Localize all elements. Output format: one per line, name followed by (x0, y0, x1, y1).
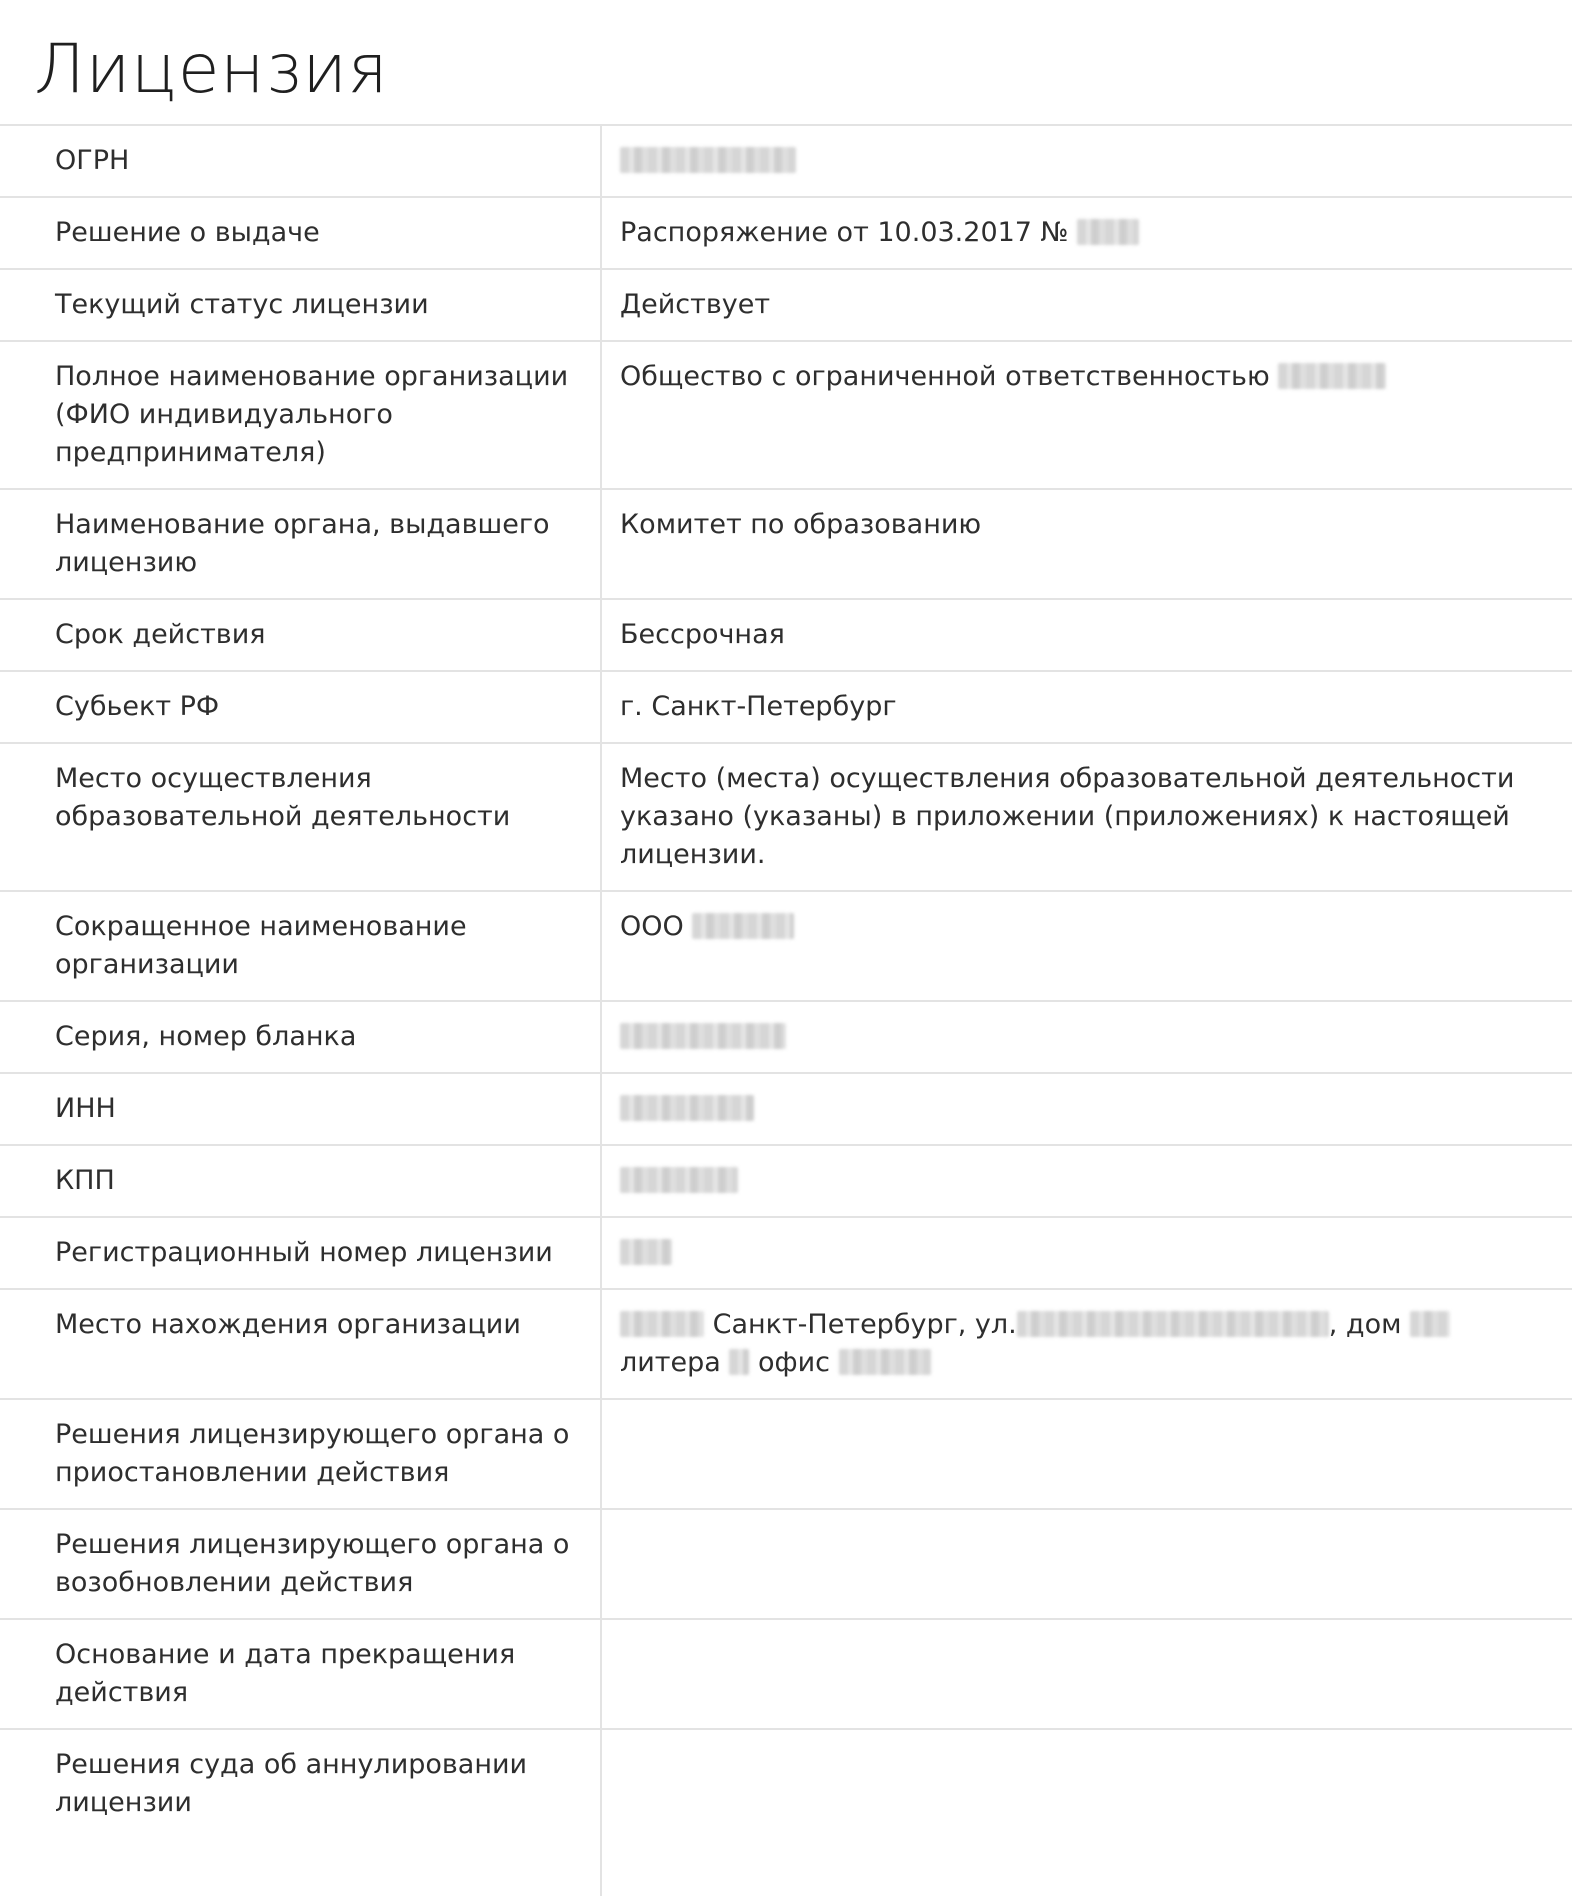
redacted-street (1017, 1311, 1329, 1337)
row-value-issue-decision (601, 197, 1572, 269)
redacted-kpp (620, 1167, 738, 1193)
table-row-ogrn (0, 125, 1572, 197)
table-row-activity-place (0, 743, 1572, 891)
table-row-validity (0, 599, 1572, 671)
row-label-termination: Основание и дата прекращения действия (0, 1619, 601, 1729)
row-value-ogrn (601, 125, 1572, 197)
table-row-termination (0, 1619, 1572, 1729)
row-value-status: Действует (620, 289, 771, 320)
row-value-activity-place: Место (места) осуществления образовательной деятельности указано (указаны) в приложении (приложениях) к настоящей лицензии. (620, 763, 1515, 870)
license-details-table (0, 124, 1572, 1896)
row-label-inn: ИНН (0, 1073, 601, 1145)
address-house-text: , дом (1328, 1309, 1402, 1340)
row-value-annulment (601, 1729, 1572, 1896)
row-label-issuing-authority: Наименование органа, выдавшего лицензию (0, 489, 601, 599)
redacted-blank-number (620, 1023, 786, 1049)
redacted-litera (729, 1349, 749, 1375)
row-value-reg-number (601, 1217, 1572, 1289)
row-value-blank-number (601, 1001, 1572, 1073)
address-litera-text: литера (620, 1347, 721, 1378)
table-row-short-name (0, 891, 1572, 1001)
address-city-text: Санкт-Петербург, ул. (712, 1309, 1017, 1340)
row-value-validity: Бессрочная (620, 619, 785, 650)
full-name-text: Общество с ограниченной ответственностью (620, 361, 1270, 392)
table-row-reg-number (0, 1217, 1572, 1289)
row-label-status: Текущий статус лицензии (0, 269, 601, 341)
row-label-renewal: Решения лицензирующего органа о возобновлении действия (0, 1509, 601, 1619)
table-row-renewal (0, 1509, 1572, 1619)
row-value-address (601, 1289, 1572, 1399)
table-row-full-name (0, 341, 1572, 489)
table-row-kpp (0, 1145, 1572, 1217)
table-row-address (0, 1289, 1572, 1399)
row-value-inn (601, 1073, 1572, 1145)
row-label-annulment: Решения суда об аннулировании лицензии (0, 1729, 601, 1896)
row-label-suspension: Решения лицензирующего органа о приостановлении действия (0, 1399, 601, 1509)
row-label-short-name: Сокращенное наименование организации (0, 891, 601, 1001)
row-label-activity-place: Место осуществления образовательной деятельности (0, 743, 601, 891)
redacted-org-name (1278, 363, 1386, 389)
redacted-inn (620, 1095, 754, 1121)
redacted-reg-number (620, 1239, 672, 1265)
row-label-ogrn: ОГРН (0, 125, 601, 197)
table-row-status (0, 269, 1572, 341)
redacted-postal-code (620, 1311, 704, 1337)
table-row-region (0, 671, 1572, 743)
row-value-region: г. Санкт-Петербург (620, 691, 897, 722)
issue-decision-text: Распоряжение от 10.03.2017 № (620, 217, 1069, 248)
page-title: Лицензия (34, 30, 389, 109)
row-value-full-name (601, 341, 1572, 489)
row-value-suspension (601, 1399, 1572, 1509)
redacted-decision-number (1077, 219, 1139, 245)
row-label-issue-decision: Решение о выдаче (0, 197, 601, 269)
redacted-short-name (692, 913, 794, 939)
table-row-blank-number (0, 1001, 1572, 1073)
redacted-office (839, 1349, 931, 1375)
row-label-reg-number: Регистрационный номер лицензии (0, 1217, 601, 1289)
row-value-issuing-authority: Комитет по образованию (620, 509, 982, 540)
row-value-termination (601, 1619, 1572, 1729)
row-label-full-name: Полное наименование организации (ФИО индивидуального предпринимателя) (0, 341, 601, 489)
short-name-text: ООО (620, 911, 684, 942)
redacted-house (1410, 1311, 1450, 1337)
row-label-address: Место нахождения организации (0, 1289, 601, 1399)
row-label-validity: Срок действия (0, 599, 601, 671)
row-label-region: Субьект РФ (0, 671, 601, 743)
table-row-inn (0, 1073, 1572, 1145)
redacted-ogrn (620, 147, 796, 173)
row-value-short-name (601, 891, 1572, 1001)
address-office-text: офис (758, 1347, 831, 1378)
table-row-issue-decision (0, 197, 1572, 269)
table-row-annulment (0, 1729, 1572, 1896)
row-value-kpp (601, 1145, 1572, 1217)
row-value-renewal (601, 1509, 1572, 1619)
row-label-kpp: КПП (0, 1145, 601, 1217)
table-row-suspension (0, 1399, 1572, 1509)
row-label-blank-number: Серия, номер бланка (0, 1001, 601, 1073)
table-row-issuing-authority (0, 489, 1572, 599)
